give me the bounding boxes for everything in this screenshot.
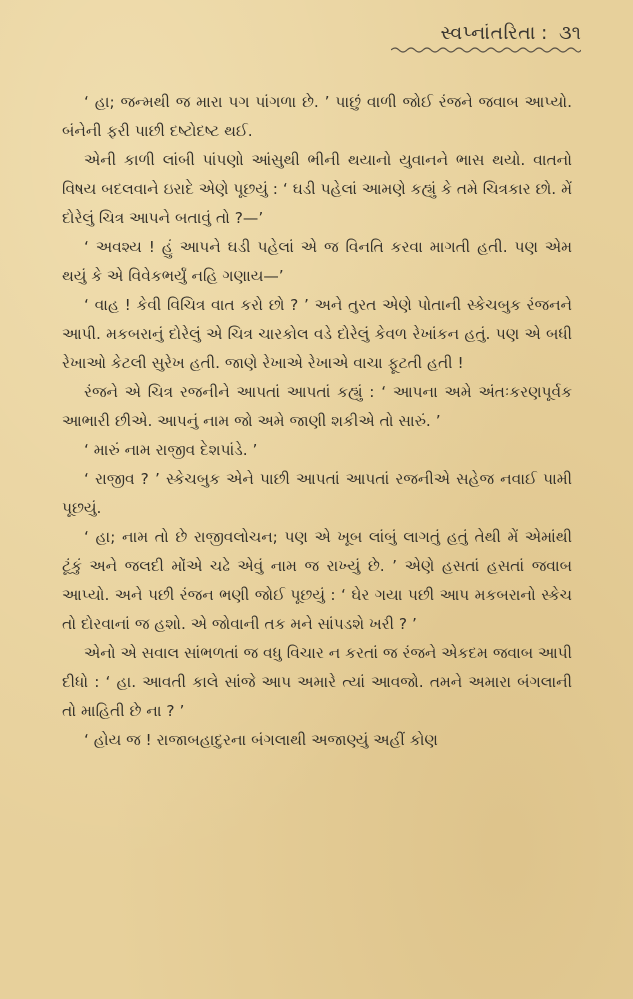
paragraph-8: ‘ હા; નામ તો છે રાજીવલોચન; પણ એ ખૂબ લાંબું લાગતું હતું તેથી મેં એમાંથી ટૂંકું અને જલદી મોંએ ચઢે એવું નામ જ રાખ્યું છે. ’ એણે હસતાં હસતાં જવાબ આપ્યો. અને પછી રંજન ભણી જોઈ પૂછયું : ‘ ઘેર ગયા પછી આપ મકબરાનો સ્કેચ તો દોરવાનાં જ હશો. એ જોવાની તક મને સાંપડશે ખરી ? ’: [62, 528, 572, 633]
paragraph-7: ‘ રાજીવ ? ’ સ્કેચબુક એને પાછી આપતાં આપતાં રજનીએ સહેજ નવાઈ પામી પૂછયું.: [62, 470, 572, 517]
paragraph-3: ‘ અવશ્ય ! હું આપને ઘડી પહેલાં એ જ વિનતિ કરવા માગતી હતી. પણ એમ થયું કે એ વિવેકભર્યું નહિ ગણાય—’: [62, 238, 572, 285]
header-line: [391, 22, 581, 44]
paragraph-4: ‘ વાહ ! કેવી વિચિત્ર વાત કરો છો ? ’ અને તુરત એણે પોતાની સ્કેચબુક રંજનને આપી. મકબરાનું દોરેલું એ ચિત્ર ચારકોલ વડે દોરેલું કેવળ રેખાંકન હતું. પણ એ બધી રેખાઓ કેટલી સુરેખ હતી. જાણે રેખાએ રેખાએ વાચા ફૂટતી હતી !: [62, 296, 572, 372]
running-title: સ્વપ્નાંતરિતા: [440, 22, 536, 44]
paragraph-5: રંજને એ ચિત્ર રજનીને આપતાં આપતાં કહ્યું : ‘ આપના અમે અંતઃકરણપૂર્વક આભારી છીએ. આપનું નામ જો અમે જાણી શકીએ તો સારું. ’: [62, 383, 572, 430]
page-number: ૩૧: [559, 22, 581, 44]
page-header: [391, 22, 581, 54]
paragraph-9: એનો એ સવાલ સાંભળતાં જ વધુ વિચાર ન કરતાં જ રંજને એકદમ જવાબ આપી દીધો : ‘ હા. આવતી કાલે સાંજે આપ અમારે ત્યાં આવજો. તમને અમારા બંગલાની તો માહિતી છે ના ? ’: [62, 644, 572, 720]
title-separator: :: [541, 22, 548, 44]
paragraph-1: ‘ હા; જન્મથી જ મારા પગ પાંગળા છે. ’ પાછું વાળી જોઈ રંજને જવાબ આપ્યો. બંનેની ફરી પાછી દષ્ટોદષ્ટ થઈ.: [62, 93, 572, 140]
body-text: [62, 88, 572, 755]
paragraph-6: ‘ મારું નામ રાજીવ દેશપાંડે. ’: [84, 441, 258, 459]
paragraph-10: ‘ હોય જ ! રાજાબહાદુરના બંગલાથી અજાણ્યું અહીં કોણ: [84, 731, 438, 749]
decorative-wavy-rule: [391, 46, 581, 54]
paragraph-2: એની કાળી લાંબી પાંપણો આંસુથી ભીની થયાનો યુવાનને ભાસ થયો. વાતનો વિષય બદલવાને ઇરાદે એણે પૂછયું : ‘ ઘડી પહેલાં આમણે કહ્યું કે તમે ચિત્રકાર છો. મેં દોરેલું ચિત્ર આપને બતાવું તો ?—’: [62, 151, 572, 227]
